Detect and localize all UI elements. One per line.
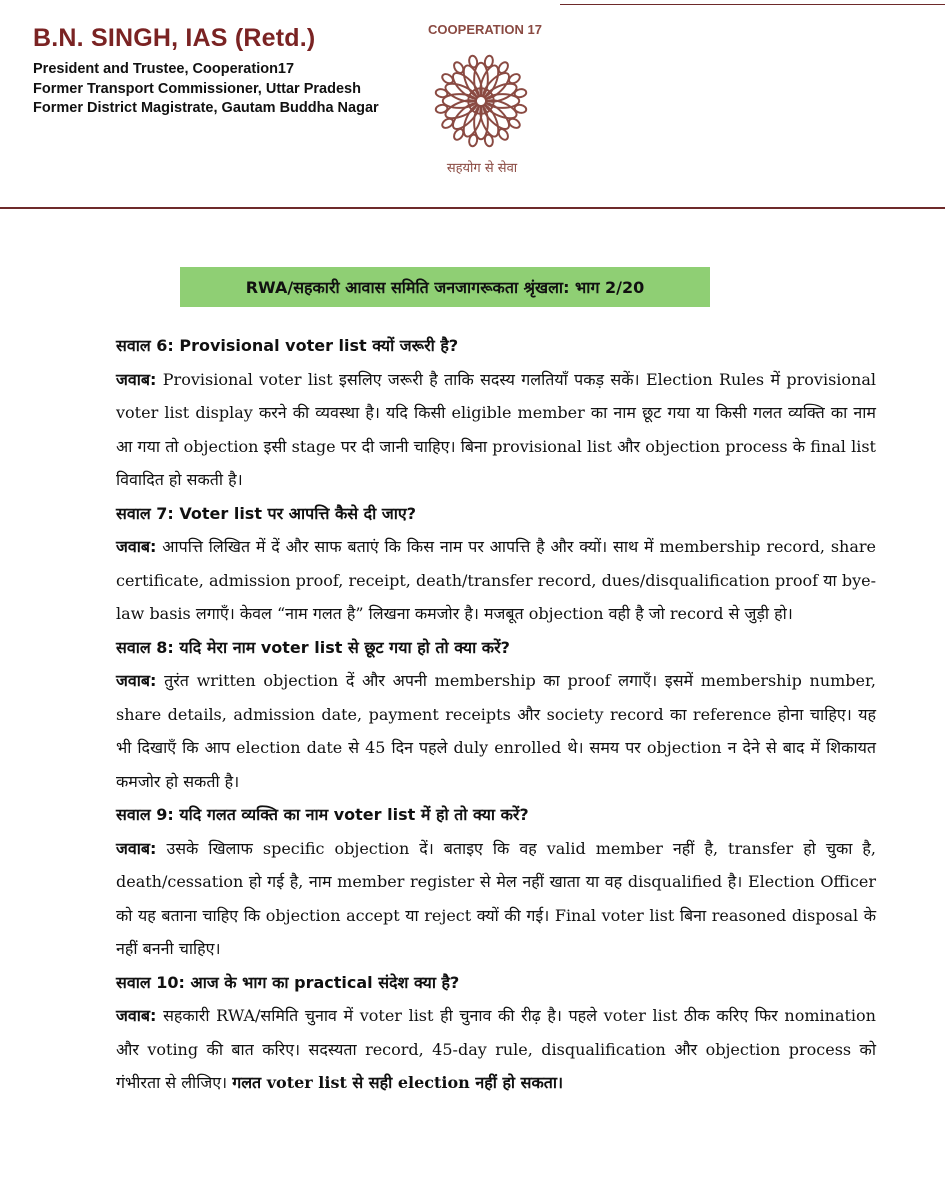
answer-emphasis: गलत voter list से सही election नहीं हो सकता। [232, 1073, 564, 1092]
question-10: सवाल 10: आज के भाग का practical संदेश क्या है? [116, 972, 460, 992]
series-banner: RWA/सहकारी आवास समिति जनजागरूकता श्रृंखला: भाग 2/20 [180, 267, 710, 307]
mandala-outer-petal [497, 61, 510, 75]
question-8: सवाल 8: यदि मेरा नाम voter list से छूट गया हो तो क्या करें? [116, 637, 510, 657]
mandala-outer-petal [507, 117, 521, 130]
answer-9 [116, 832, 876, 966]
answer-text: आपत्ति लिखित में दें और साफ बताएं कि किस नाम पर आपत्ति है और क्यों। साथ में membership record, share certificate, admission proof, receipt, death/transfer record, dues/disqualification proof या bye-law basis लगाएँ। केवल “नाम गलत है” लिखना कमजोर है। मजबूत objection वही है जो record से जुड़ी हो। [116, 537, 876, 623]
org-name: COOPERATION 17 [428, 22, 542, 37]
answer-label: जवाब: [116, 537, 157, 556]
designation-line: Former District Magistrate, Gautam Buddha Nagar [33, 100, 379, 116]
answer-label: जवाब: [116, 671, 157, 690]
author-name: B.N. SINGH, IAS (Retd.) [33, 24, 316, 52]
designation-line: Former Transport Commissioner, Uttar Pradesh [33, 80, 361, 97]
answer-label: जवाब: [116, 1006, 157, 1025]
answer-label: जवाब: [116, 369, 157, 389]
question-9: सवाल 9: यदि गलत व्यक्ति का नाम voter list में हो तो क्या करें? [116, 805, 529, 824]
mandala-outer-petal [441, 117, 455, 130]
answer-label: जवाब: [116, 838, 157, 858]
author-designations [33, 60, 379, 119]
answer-text: उसके खिलाफ specific objection दें। बताइए कि वह valid member नहीं है, transfer हो चुका है, death/cessation हो गई है, नाम member register से मेल नहीं खाता या वह disqualified है। Election Officer को यह बताना चाहिए कि objection accept या reject क्यों की गई। Final voter list बिना reasoned disposal के नहीं बननी चाहिए। [116, 838, 876, 958]
org-tagline: सहयोग से सेवा [446, 161, 518, 176]
designation-line: President and Trustee, Cooperation17 [33, 61, 295, 77]
mandala-flower-icon [432, 52, 530, 150]
answer-text: Provisional voter list इसलिए जरूरी है ताकि सदस्य गलतियाँ पकड़ सकें। Election Rules में provisional voter list display करने की व्यवस्था है। यदि किसी eligible member का नाम छूट गया या किसी गलत व्यक्ति का नाम आ गया तो objection इसी stage पर दी जानी चाहिए। बिना provisional list और objection process के final list विवादित हो सकती है। [116, 369, 876, 489]
mandala-outer-petal [452, 127, 465, 141]
top-divider [560, 4, 945, 5]
answer-text: सहकारी RWA/समिति चुनाव में voter list ही चुनाव की रीढ़ है। पहले voter list ठीक करिए फिर nomination और voting की बात करिए। सदस्यता record, 45-day rule, disqualification और objection process को गंभीरता से लीजिए। [116, 1006, 876, 1092]
answer-text: तुरंत written objection दें और अपनी membership का proof लगाएँ। इसमें membership number, share details, admission date, payment receipts और society record का reference होना चाहिए। यह भी दिखाएँ कि आप election date से 45 दिन पहले duly enrolled थे। समय पर objection न देने से बाद में शिकायत कमजोर हो सकती है। [116, 671, 876, 791]
mandala-outer-petal [497, 127, 510, 141]
mandala-outer-petal [452, 61, 465, 75]
answer-7 [116, 530, 876, 631]
letterhead [0, 0, 945, 215]
answer-10 [116, 999, 876, 1100]
qa-section [116, 329, 876, 1100]
question-7: सवाल 7: Voter list पर आपत्ति कैसे दी जाए? [116, 503, 416, 523]
header-divider [0, 207, 945, 209]
mandala-outer-petal [507, 72, 521, 85]
answer-6 [116, 363, 876, 497]
mandala-outer-petal [441, 72, 455, 85]
answer-8 [116, 664, 876, 798]
question-6: सवाल 6: Provisional voter list क्यों जरूरी है? [116, 336, 459, 355]
